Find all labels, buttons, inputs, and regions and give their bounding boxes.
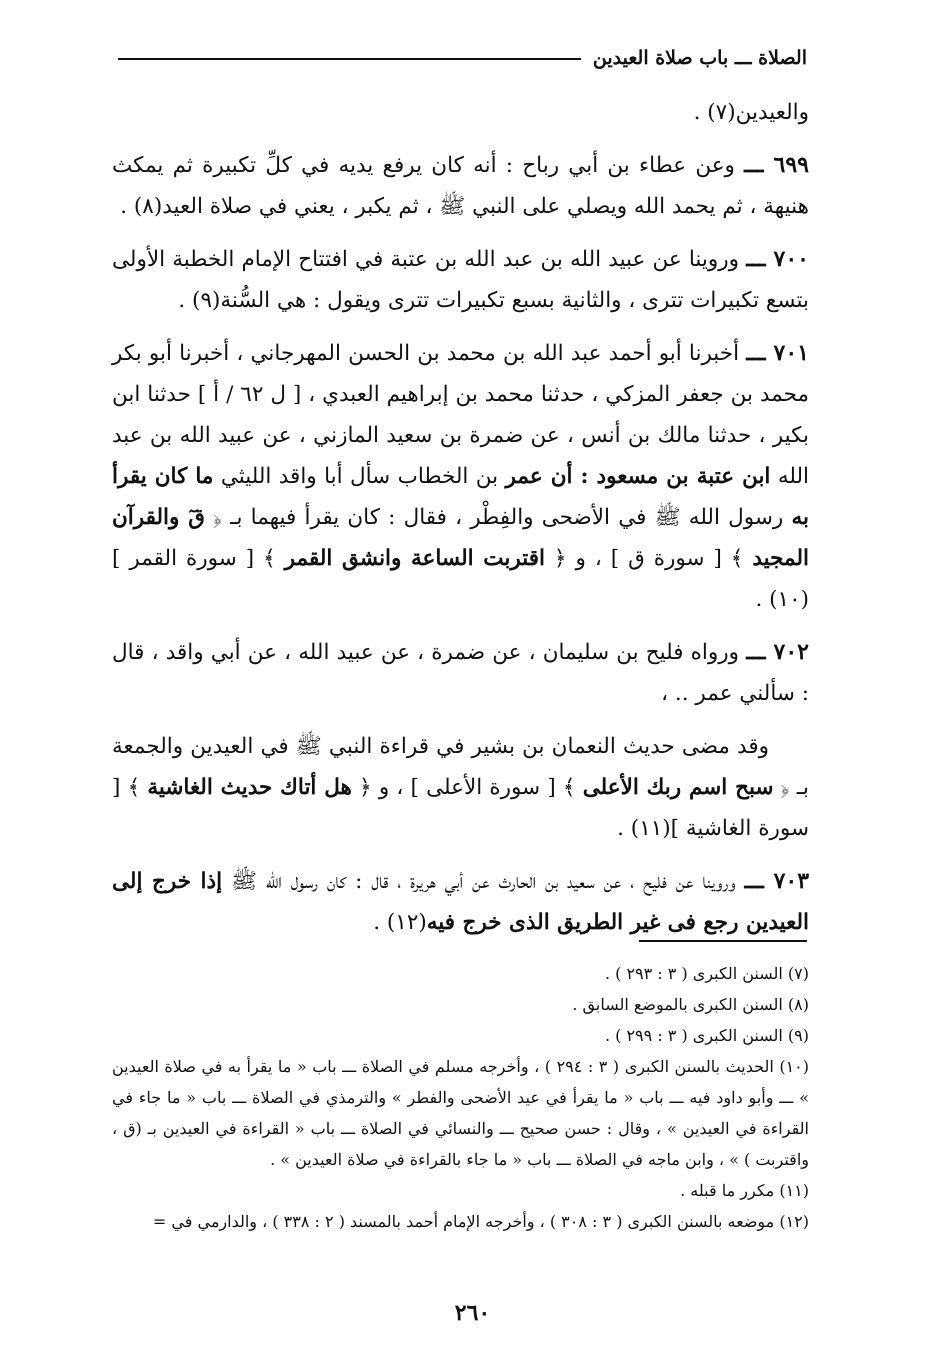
paragraph-702 bbox=[112, 632, 809, 714]
paragraph-text: ﴾ [ سورة الأعلى ] ، و ﴿ bbox=[351, 775, 583, 800]
paragraph-699 bbox=[112, 145, 809, 227]
paragraph-703 bbox=[112, 861, 809, 943]
footnotes bbox=[112, 958, 809, 1237]
paragraph-text: ﴾ [ سورة الغاشية ](١١) . bbox=[112, 775, 809, 841]
hadith-number: ٧٠١ ـــ bbox=[746, 340, 809, 366]
footnote-9: (٩) السنن الكبرى ( ٣ : ٢٩٩ ) . bbox=[604, 1026, 809, 1045]
footnote-11: (١١) مكرر ما قبله . bbox=[680, 1181, 809, 1200]
paragraph-text: وروينا عن عبيد الله بن عبد الله بن عتبة في افتتاح الإمام الخطبة الأولى بتسع تكبيرات تترى ، والثانية بسبع تكبيرات تترى ويقول : هي السُّنة(٩) . bbox=[112, 247, 809, 313]
footnote-rule bbox=[639, 940, 807, 942]
paragraph-text: وقد مضى حديث النعمان بن بشير في قراءة النبي ﷺ في العيدين والجمعة بـ ﴿ bbox=[112, 734, 809, 800]
paragraph-701 bbox=[112, 333, 809, 620]
paragraph-text: وعن عطاء بن أبي رباح : أنه كان يرفع يديه في كلِّ تكبيرة ثم يمكث هنيهة ، ثم يحمد الله ويصلي على النبي ﷺ ، ثم يكبر ، يعني في صلاة العيد(٨) . bbox=[112, 153, 809, 219]
footnote-7: (٧) السنن الكبرى ( ٣ : ٢٩٣ ) . bbox=[604, 964, 809, 983]
running-header bbox=[118, 42, 807, 74]
paragraph-bold-text: ما كان يقرأ به bbox=[112, 464, 809, 530]
paragraph-text: (١٢) . bbox=[373, 910, 427, 935]
hadith-number: ٦٩٩ ـــ bbox=[744, 152, 809, 178]
quran-quote: هل أتاك حديث الغاشية bbox=[147, 775, 352, 800]
header-rule bbox=[118, 58, 581, 60]
paragraph-note bbox=[112, 726, 809, 849]
main-text bbox=[112, 92, 809, 955]
page-number: ٢٦٠ bbox=[454, 1300, 491, 1326]
paragraph-700 bbox=[112, 239, 809, 321]
paragraph-bold-text: إذا خرج إلى العيدين رجع فى غير الطريق الذى خرج فيه bbox=[112, 869, 809, 935]
hadith-number: ٧٠٢ ـــ bbox=[746, 639, 809, 665]
running-header-title: الصلاة ـــ باب صلاة العيدين bbox=[592, 47, 807, 69]
quran-quote: قٓ والقرآن المجيد bbox=[112, 505, 809, 571]
quran-quote: سبح اسم ربك الأعلى bbox=[582, 775, 774, 800]
hadith-number: ٧٠٠ ـــ bbox=[746, 246, 809, 272]
footnote-8: (٨) السنن الكبرى بالموضع السابق . bbox=[572, 995, 809, 1014]
paragraph-text: بن الخطاب سأل أبا واقد الليثي bbox=[213, 464, 506, 489]
paragraph-text: أخبرنا أبو أحمد عبد الله بن محمد بن الحسن المهرجاني ، أخبرنا أبو بكر محمد بن جعفر المزكي ، حدثنا محمد بن إبراهيم العبدي ، [ ل ٦٢ / أ ] حدثنا ابن بكير ، حدثنا مالك بن أنس ، عن ضمرة بن سعيد المازني ، عن عبيد الله بن عبد الله bbox=[112, 341, 809, 489]
footnote-12: (١٢) موضعه بالسنن الكبرى ( ٣ : ٣٠٨ ) ، وأخرجه الإمام أحمد بالمسند ( ٢ : ٣٣٨ ) ، والدارمي في = bbox=[152, 1212, 809, 1231]
hadith-number: ٧٠٣ ـــ bbox=[744, 868, 810, 894]
paragraph-text: ﴾ [ سورة ق ] ، و ﴿ bbox=[544, 546, 753, 571]
paragraph-text: رسول الله ﷺ في الأضحى والفِطْر ، فقال : كان يقرأ فيهما بـ ﴿ bbox=[204, 505, 792, 530]
quran-quote: اقتربت الساعة وانشق القمر bbox=[284, 546, 545, 571]
paragraph-text: والعيدين(٧) . bbox=[693, 100, 809, 125]
paragraph-text: ورواه فليح بن سليمان ، عن ضمرة ، عن عبيد الله ، عن أبي واقد ، قال : سألني عمر .. ، bbox=[112, 640, 809, 706]
paragraph-bold-text: ابن عتبة بن مسعود : أن عمر bbox=[505, 464, 771, 489]
paragraph-text: ﴾ [ سورة القمر ](١٠) . bbox=[112, 546, 809, 612]
footnote-10: (١٠) الحديث بالسنن الكبرى ( ٣ : ٢٩٤ ) ، وأخرجه مسلم في الصلاة ـــ باب « ما يقرأ به في صلاة العيدين » ـــ وأبو داود فيه ـــ باب « ما يقرأ في عيد الأضحى والفطر » والترمذي في الصلاة ـــ باب « ما جاء في القراءة في العيدين » ، وقال : حسن صحيح ـــ والنسائي في الصلاة ـــ باب « القراءة في العيدين بـ (ق ، واقتربت ) » ، وابن ماجه في الصلاة ـــ باب « ما جاء بالقراءة في صلاة العيدين » . bbox=[112, 1057, 809, 1169]
paragraph-continuation bbox=[112, 92, 809, 133]
paragraph-text: وروينا عن فليح ، عن سعيد بن الحارث عن أبي هريرة ، قال : كان رسول الله ﷺ bbox=[222, 869, 736, 894]
